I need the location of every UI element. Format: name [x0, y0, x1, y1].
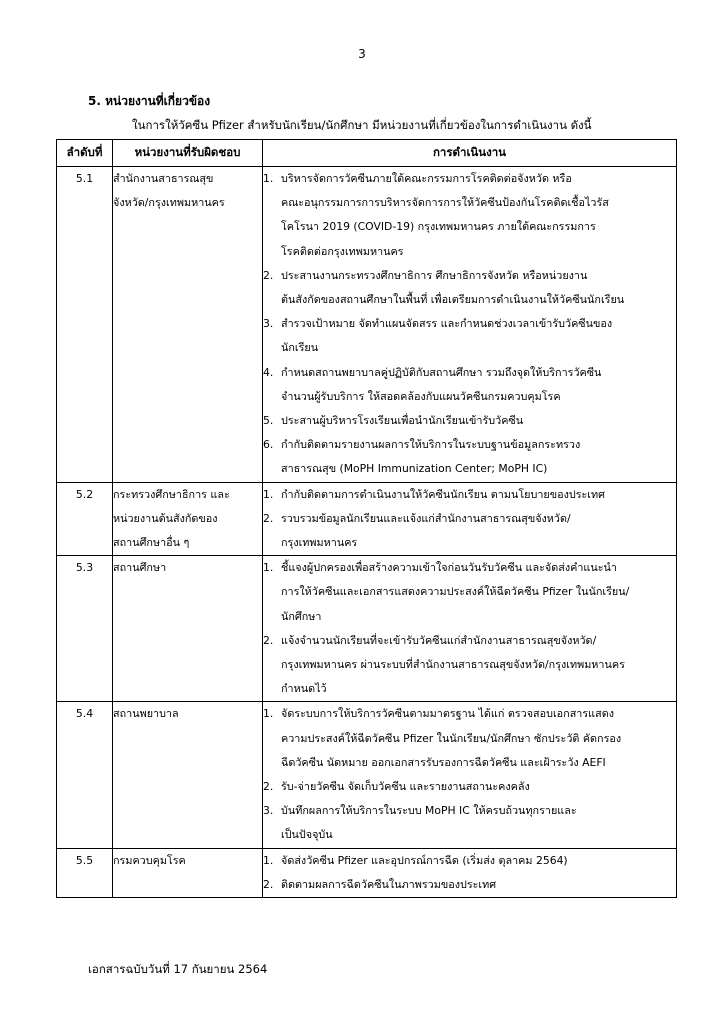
- table-row: [57, 556, 677, 702]
- action-number: 2.: [263, 780, 274, 794]
- page-number: 3: [358, 47, 366, 61]
- action-item: [263, 433, 676, 481]
- header-actions: การดำเนินงาน: [263, 140, 677, 167]
- action-number: 1.: [263, 487, 274, 501]
- actions-cell: [263, 702, 677, 848]
- action-item: [263, 312, 676, 360]
- action-item: [263, 775, 676, 799]
- action-line: เป็นปัจจุบัน: [281, 828, 333, 842]
- action-number: 3.: [263, 317, 274, 331]
- row-number: 5.1: [57, 167, 113, 483]
- action-line: นักเรียน: [281, 341, 319, 355]
- action-line: บันทึกผลการให้บริการในระบบ MoPH IC ให้ครบถ้วนทุกรายและ: [281, 804, 577, 818]
- actions-cell: [263, 167, 677, 483]
- action-line: กำกับติดตามรายงานผลการให้บริการในระบบฐานข้อมูลกระทรวง: [281, 438, 581, 452]
- action-number: 4.: [263, 365, 274, 379]
- action-line: สำรวจเป้าหมาย จัดทำแผนจัดสรร และกำหนดช่วงเวลาเข้ารับวัคซีนของ: [281, 317, 613, 331]
- action-text: [281, 507, 676, 555]
- action-line: กรุงเทพมหานคร ผ่านระบบที่สำนักงานสาธารณสุขจังหวัด/กรุงเทพมหานคร: [281, 658, 625, 672]
- table-row: [57, 702, 677, 848]
- action-number: 1.: [263, 561, 274, 575]
- action-line: บริหารจัดการวัคซีนภายใต้คณะกรรมการโรคติดต่อจังหวัด หรือ: [281, 172, 572, 185]
- section-heading: 5. หน่วยงานที่เกี่ยวข้อง: [88, 94, 211, 108]
- action-number: 2.: [263, 877, 274, 891]
- action-line: รวบรวมข้อมูลนักเรียนและแจ้งแก่สำนักงานสาธารณสุขจังหวัด/: [281, 511, 571, 525]
- action-line: นักศึกษา: [281, 609, 322, 623]
- table-row: [57, 482, 677, 556]
- action-list: [263, 483, 676, 556]
- agency-cell: [113, 848, 263, 897]
- agency-cell: [113, 167, 263, 483]
- document-date: เอกสารฉบับวันที่ 17 กันยายน 2564: [88, 962, 268, 976]
- action-line: ประสานผู้บริหารโรงเรียนเพื่อนำนักเรียนเข้ารับวัคซีน: [281, 414, 524, 428]
- row-number: 5.3: [57, 556, 113, 702]
- action-line: จำนวนผู้รับบริการ ให้สอดคล้องกับแผนวัคซีนกรมควบคุมโรค: [281, 389, 561, 403]
- agency-line: กระทรวงศึกษาธิการ และ: [113, 487, 230, 501]
- agency-cell: [113, 482, 263, 556]
- agency-line: หน่วยงานต้นสังกัดของ: [113, 511, 218, 525]
- action-line: สาธารณสุข (MoPH Immunization Center; MoPH IC): [281, 462, 548, 476]
- row-number: 5.5: [57, 848, 113, 897]
- action-text: [281, 799, 676, 847]
- action-text: [281, 483, 676, 507]
- action-number: 3.: [263, 804, 274, 818]
- action-line: จัดระบบการให้บริการวัคซีนตามมาตรฐาน ได้แก่ ตรวจสอบเอกสารแสดง: [281, 707, 614, 721]
- action-item: [263, 507, 676, 555]
- action-line: โคโรนา 2019 (COVID-19) กรุงเทพมหานคร ภายใต้คณะกรรมการ: [281, 220, 596, 234]
- action-text: [281, 702, 676, 775]
- action-line: ความประสงค์ให้ฉีดวัคซีน Pfizer ในนักเรียน/นักศึกษา ซักประวัติ คัดกรอง: [281, 731, 622, 745]
- action-line: แจ้งจำนวนนักเรียนที่จะเข้ารับวัคซีนแก่สำนักงานสาธารณสุขจังหวัด/: [281, 633, 597, 647]
- action-line: กำหนดไว้: [281, 682, 327, 696]
- action-number: 2.: [263, 511, 274, 525]
- action-number: 5.: [263, 414, 274, 428]
- action-text: [281, 433, 676, 481]
- action-text: [281, 167, 676, 264]
- action-item: [263, 556, 676, 629]
- action-line: กำหนดสถานพยาบาลคู่ปฏิบัติกับสถานศึกษา รวมถึงจุดให้บริการวัคซีน: [281, 365, 602, 379]
- header-agency: หน่วยงานที่รับผิดชอบ: [113, 140, 263, 167]
- row-number: 5.4: [57, 702, 113, 848]
- action-item: [263, 702, 676, 775]
- agency-line: สถานพยาบาล: [113, 707, 179, 721]
- header-order: ลำดับที่: [57, 140, 113, 167]
- action-item: [263, 629, 676, 702]
- action-item: [263, 873, 676, 897]
- action-line: ต้นสังกัดของสถานศึกษาในพื้นที่ เพื่อเตรียมการดำเนินงานให้วัคซีนนักเรียน: [281, 293, 625, 307]
- actions-cell: [263, 848, 677, 897]
- agency-line: สถานศึกษาอื่น ๆ: [113, 536, 190, 550]
- action-number: 1.: [263, 172, 274, 185]
- action-text: [281, 312, 676, 360]
- action-line: ติดตามผลการฉีดวัคซีนในภาพรวมของประเทศ: [281, 877, 497, 891]
- action-number: 2.: [263, 268, 274, 282]
- action-line: โรคติดต่อกรุงเทพมหานคร: [281, 244, 404, 258]
- action-text: [281, 556, 676, 629]
- agency-line: สถานศึกษา: [113, 561, 167, 575]
- action-number: 6.: [263, 438, 274, 452]
- table-body: [57, 167, 677, 898]
- action-list: [263, 556, 676, 701]
- action-item: [263, 264, 676, 312]
- actions-cell: [263, 482, 677, 556]
- table-row: [57, 167, 677, 483]
- action-list: [263, 849, 676, 897]
- action-number: 2.: [263, 633, 274, 647]
- action-text: [281, 409, 676, 433]
- agency-cell: [113, 556, 263, 702]
- agency-cell: [113, 702, 263, 848]
- action-line: คณะอนุกรรมการการบริหารจัดการการให้วัคซีนป้องกันโรคติดเชื้อไวรัส: [281, 196, 609, 210]
- agency-line: กรมควบคุมโรค: [113, 853, 186, 867]
- action-line: ประสานงานกระทรวงศึกษาธิการ ศึกษาธิการจังหวัด หรือหน่วยงาน: [281, 268, 588, 282]
- action-number: 1.: [263, 853, 274, 867]
- agency-line: จังหวัด/กรุงเทพมหานคร: [113, 196, 225, 210]
- action-text: [281, 873, 676, 897]
- action-line: ชี้แจงผู้ปกครองเพื่อสร้างความเข้าใจก่อนวันรับวัคซีน และจัดส่งคำแนะนำ: [281, 561, 617, 575]
- table-header-row: [57, 140, 677, 167]
- action-item: [263, 799, 676, 847]
- action-text: [281, 775, 676, 799]
- action-line: ฉีดวัคซีน นัดหมาย ออกเอกสารรับรองการฉีดวัคซีน และเฝ้าระวัง AEFI: [281, 755, 606, 769]
- action-text: [281, 849, 676, 873]
- table-row: [57, 848, 677, 897]
- action-list: [263, 702, 676, 847]
- action-item: [263, 361, 676, 409]
- action-text: [281, 629, 676, 702]
- intro-paragraph: ในการให้วัคซีน Pfizer สำหรับนักเรียน/นักศึกษา มีหน่วยงานที่เกี่ยวข้องในการดำเนินงาน ดังนี้: [132, 118, 592, 132]
- action-item: [263, 483, 676, 507]
- action-number: 1.: [263, 707, 274, 721]
- action-text: [281, 264, 676, 312]
- action-line: กำกับติดตามการดำเนินงานให้วัคซีนนักเรียน ตามนโยบายของประเทศ: [281, 487, 605, 501]
- action-item: [263, 849, 676, 873]
- action-text: [281, 361, 676, 409]
- agency-line: สำนักงานสาธารณสุข: [113, 172, 214, 185]
- action-item: [263, 167, 676, 264]
- action-list: [263, 167, 676, 482]
- action-line: การให้วัคซีนและเอกสารแสดงความประสงค์ให้ฉีดวัคซีน Pfizer ในนักเรียน/: [281, 585, 630, 599]
- action-line: จัดส่งวัคซีน Pfizer และอุปกรณ์การฉีด (เริ่มส่ง ตุลาคม 2564): [281, 853, 568, 867]
- action-item: [263, 409, 676, 433]
- action-line: กรุงเทพมหานคร: [281, 536, 358, 550]
- row-number: 5.2: [57, 482, 113, 556]
- action-line: รับ-จ่ายวัคซีน จัดเก็บวัคซีน และรายงานสถานะคงคลัง: [281, 780, 530, 794]
- responsibility-table: [56, 139, 677, 898]
- actions-cell: [263, 556, 677, 702]
